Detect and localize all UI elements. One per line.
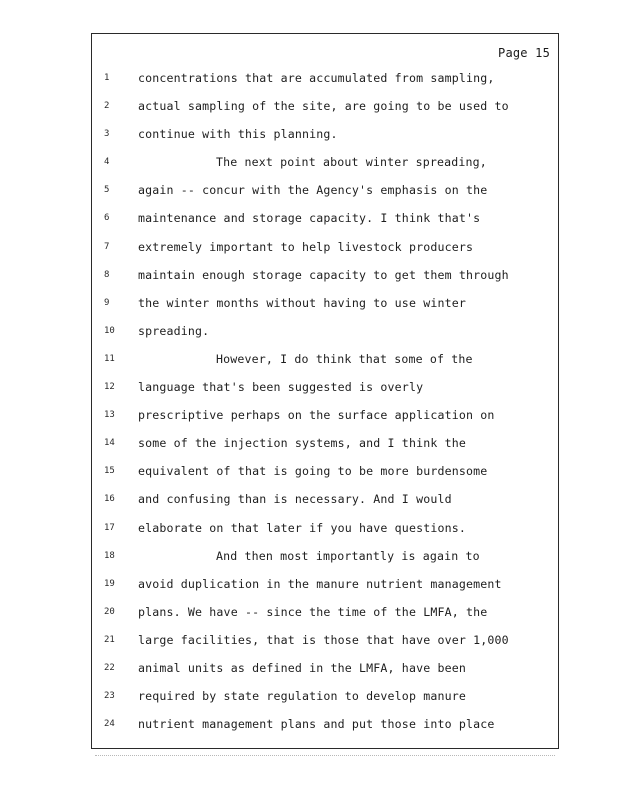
line-text: extremely important to help livestock producers bbox=[138, 239, 474, 254]
page-number: Page 15 bbox=[498, 46, 550, 60]
line-text: spreading. bbox=[138, 323, 210, 338]
line-text: The next point about winter spreading, bbox=[216, 155, 487, 170]
transcript-line bbox=[92, 345, 558, 373]
line-number: 15 bbox=[104, 466, 115, 477]
line-text: language that's been suggested is overly bbox=[138, 380, 424, 395]
transcript-line bbox=[92, 92, 558, 120]
transcript-line bbox=[92, 317, 558, 345]
line-text: animal units as defined in the LMFA, have been bbox=[138, 660, 466, 675]
transcript-line bbox=[92, 120, 558, 148]
line-text: avoid duplication in the manure nutrient management bbox=[138, 576, 502, 591]
transcript-line bbox=[92, 233, 558, 261]
line-text: concentrations that are accumulated from sampling, bbox=[138, 71, 495, 85]
line-number: 16 bbox=[104, 494, 115, 505]
transcript-line bbox=[92, 373, 558, 401]
line-number: 21 bbox=[104, 634, 115, 645]
line-text: the winter months without having to use winter bbox=[138, 295, 466, 310]
line-number: 18 bbox=[104, 550, 115, 561]
transcript-line bbox=[92, 429, 558, 457]
line-text: And then most importantly is again to bbox=[216, 548, 480, 563]
transcript-line bbox=[92, 148, 558, 176]
transcript-lines bbox=[92, 64, 558, 738]
line-number: 5 bbox=[104, 185, 110, 196]
line-text: elaborate on that later if you have questions. bbox=[138, 520, 466, 535]
transcript-line bbox=[92, 289, 558, 317]
line-number: 4 bbox=[104, 157, 110, 168]
line-text: plans. We have -- since the time of the LMFA, the bbox=[138, 604, 488, 619]
line-number: 6 bbox=[104, 213, 110, 224]
transcript-line bbox=[92, 401, 558, 429]
line-text: prescriptive perhaps on the surface application on bbox=[138, 408, 495, 423]
line-number: 7 bbox=[104, 241, 110, 252]
line-number: 24 bbox=[104, 719, 115, 730]
line-number: 8 bbox=[104, 269, 110, 280]
line-number: 20 bbox=[104, 606, 115, 617]
transcript-line bbox=[92, 654, 558, 682]
line-number: 17 bbox=[104, 522, 115, 533]
line-text: large facilities, that is those that have over 1,000 bbox=[138, 632, 509, 647]
transcript-line bbox=[92, 204, 558, 232]
transcript-line bbox=[92, 570, 558, 598]
line-number: 19 bbox=[104, 578, 115, 589]
transcript-line bbox=[92, 64, 558, 92]
transcript-line bbox=[92, 514, 558, 542]
line-number: 12 bbox=[104, 382, 115, 393]
line-number: 3 bbox=[104, 129, 110, 140]
transcript-line bbox=[92, 682, 558, 710]
line-number: 2 bbox=[104, 101, 110, 112]
line-number: 9 bbox=[104, 297, 110, 308]
transcript-line bbox=[92, 710, 558, 738]
line-text: maintenance and storage capacity. I think that's bbox=[138, 211, 481, 226]
line-number: 13 bbox=[104, 410, 115, 421]
line-text: equivalent of that is going to be more burdensome bbox=[138, 464, 488, 479]
transcript-line bbox=[92, 626, 558, 654]
line-text: nutrient management plans and put those into place bbox=[138, 717, 495, 732]
scan-artifact-line bbox=[95, 752, 555, 756]
line-text: and confusing than is necessary. And I would bbox=[138, 492, 452, 507]
line-text: required by state regulation to develop manure bbox=[138, 689, 466, 704]
line-number: 10 bbox=[104, 325, 115, 336]
transcript-line bbox=[92, 598, 558, 626]
line-text: again -- concur with the Agency's emphasis on the bbox=[138, 183, 488, 198]
transcript-line bbox=[92, 485, 558, 513]
transcript-line bbox=[92, 261, 558, 289]
line-text: maintain enough storage capacity to get them through bbox=[138, 267, 509, 282]
transcript-page bbox=[91, 33, 559, 749]
line-number: 22 bbox=[104, 662, 115, 673]
line-text: However, I do think that some of the bbox=[216, 351, 473, 366]
line-number: 23 bbox=[104, 691, 115, 702]
line-text: some of the injection systems, and I think the bbox=[138, 436, 466, 451]
line-number: 14 bbox=[104, 438, 115, 449]
transcript-line bbox=[92, 176, 558, 204]
transcript-line bbox=[92, 542, 558, 570]
line-number: 11 bbox=[104, 353, 115, 364]
line-text: continue with this planning. bbox=[138, 127, 338, 142]
line-text: actual sampling of the site, are going to be used to bbox=[138, 99, 509, 114]
transcript-line bbox=[92, 457, 558, 485]
line-number: 1 bbox=[104, 73, 110, 83]
